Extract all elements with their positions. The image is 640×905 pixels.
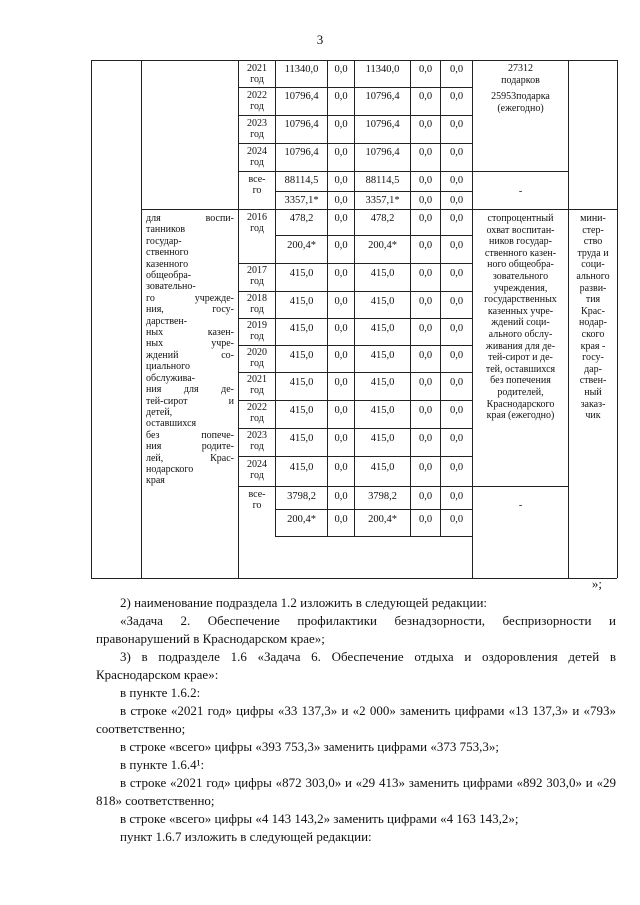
value-cell: 0,0 <box>449 213 464 224</box>
value-cell: 0,0 <box>334 405 348 416</box>
value-cell: 3357,1* <box>284 195 319 206</box>
paragraph: в строке «2021 год» цифры «33 137,3» и «2 000» заменить цифрами «13 137,3» и «793» соответственно; <box>96 703 616 736</box>
value-cell: 0,0 <box>334 240 348 251</box>
value-cell: 0,0 <box>449 268 464 279</box>
value-cell: 0,0 <box>449 91 464 102</box>
year-cell: 2024 год <box>247 459 267 481</box>
value-cell: 415,0 <box>370 377 395 388</box>
paragraph: пункт 1.6.7 изложить в следующей редакции: <box>120 829 372 844</box>
paragraph: 2) наименование подраздела 1.2 изложить в следующей редакции: <box>120 595 488 610</box>
year-cell: 2022 год <box>247 90 267 112</box>
value-cell: 0,0 <box>334 91 348 102</box>
note-2021: 27312 подарков <box>501 63 540 86</box>
value-cell: 0,0 <box>418 491 433 502</box>
value-cell: 0,0 <box>418 240 433 251</box>
year-cell: 2020 год <box>247 347 267 369</box>
value-cell: 0,0 <box>449 175 464 186</box>
paragraph: в пункте 1.6.4¹: <box>120 757 205 772</box>
value-cell: 415,0 <box>370 462 395 473</box>
value-cell: 0,0 <box>449 514 464 525</box>
value-cell: 0,0 <box>334 323 348 334</box>
value-cell: 0,0 <box>418 296 433 307</box>
paragraph: в пункте 1.6.2: <box>120 685 201 700</box>
value-cell: 200,4* <box>368 240 397 251</box>
value-cell: 3798,2 <box>287 491 316 502</box>
value-cell: 0,0 <box>418 91 433 102</box>
value-cell: 0,0 <box>334 175 348 186</box>
responsible-ministry: мини- стер- ство труда и соци- ального разви- тия Крас- нодар- ского края - госу- дар- ствен- ный заказ- чик <box>576 213 610 422</box>
value-cell: 0,0 <box>449 323 464 334</box>
value-cell: 0,0 <box>334 296 348 307</box>
paragraph: в строке «всего» цифры «393 753,3» заменить цифрами «373 753,3»; <box>120 739 499 754</box>
value-cell: 0,0 <box>334 147 348 158</box>
value-cell: 200,4* <box>368 514 397 525</box>
value-cell: 11340,0 <box>365 64 400 75</box>
value-cell: 0,0 <box>334 462 348 473</box>
value-cell: 415,0 <box>289 433 314 444</box>
value-cell: 0,0 <box>449 195 464 206</box>
value-cell: 0,0 <box>418 514 433 525</box>
value-cell: 10796,4 <box>284 147 319 158</box>
value-cell: 0,0 <box>334 268 348 279</box>
value-cell: 0,0 <box>418 377 433 388</box>
value-cell: 0,0 <box>334 64 348 75</box>
page-number: 3 <box>316 32 324 47</box>
value-cell: 3357,1* <box>365 195 400 206</box>
value-cell: 0,0 <box>449 240 464 251</box>
value-cell: 0,0 <box>418 405 433 416</box>
value-cell: 415,0 <box>289 350 314 361</box>
year-cell: 2024 год <box>247 146 267 168</box>
year-cell: 2021 год <box>247 63 267 85</box>
note-2022: 25953подарка (ежегодно) <box>491 91 550 114</box>
value-cell: 415,0 <box>370 405 395 416</box>
value-cell: 88114,5 <box>365 175 400 186</box>
value-cell: 10796,4 <box>365 91 400 102</box>
year-cell: 2021 год <box>247 374 267 396</box>
value-cell: 415,0 <box>289 268 314 279</box>
expected-result: стопроцентный охват воспитан- ников государ- ственного казен- ного общеобра- зовательного учреждения, государственных казенных учре- ждений соци- ального обслу- живания для де- тей-сирот и де- тей, оставшихся без попечения родителей, Краснодарского края (ежегодно) <box>484 213 557 422</box>
value-cell: 415,0 <box>289 296 314 307</box>
paragraph: 3) в подразделе 1.6 «Задача 6. Обеспечение отдыха и оздоровления детей в Краснодарском крае»: <box>96 649 616 682</box>
value-cell: 415,0 <box>289 462 314 473</box>
year-cell: все- го <box>248 489 266 511</box>
value-cell: 0,0 <box>418 175 433 186</box>
value-cell: 0,0 <box>449 296 464 307</box>
value-cell: 0,0 <box>449 433 464 444</box>
value-cell: 415,0 <box>289 405 314 416</box>
year-cell: 2017 год <box>247 265 267 287</box>
year-cell: 2018 год <box>247 293 267 315</box>
value-cell: 415,0 <box>289 323 314 334</box>
value-cell: 0,0 <box>449 64 464 75</box>
value-cell: 0,0 <box>418 323 433 334</box>
value-cell: 10796,4 <box>284 119 319 130</box>
value-cell: 0,0 <box>449 147 464 158</box>
value-cell: 10796,4 <box>365 119 400 130</box>
value-cell: 415,0 <box>289 377 314 388</box>
value-cell: 415,0 <box>370 433 395 444</box>
value-cell: 10796,4 <box>284 91 319 102</box>
year-cell: все- го <box>248 174 266 196</box>
value-cell: 0,0 <box>449 350 464 361</box>
value-cell: 200,4* <box>287 514 316 525</box>
value-cell: 0,0 <box>418 268 433 279</box>
year-cell: 2023 год <box>247 118 267 140</box>
amendment-text <box>96 594 616 846</box>
value-cell: 0,0 <box>334 514 348 525</box>
value-cell: 0,0 <box>418 213 433 224</box>
row-description: для воспи- танников государ- ственного казенного общеобра- зовательно- го учрежде- ния, госу- дарствен- ных казен- ных учре- ждений со- циального обслужива- ния для де- тей-сирот и детей, оставшихся без попече- ния родите- лей, Крас- нодарского края <box>146 213 234 487</box>
value-cell: 0,0 <box>334 213 348 224</box>
value-cell: 11340,0 <box>284 64 319 75</box>
value-cell: 0,0 <box>418 433 433 444</box>
value-cell: 415,0 <box>370 350 395 361</box>
value-cell: 3798,2 <box>368 491 397 502</box>
value-cell: 0,0 <box>449 491 464 502</box>
value-cell: 478,2 <box>370 213 395 224</box>
value-cell: 0,0 <box>418 147 433 158</box>
year-cell: 2022 год <box>247 402 267 424</box>
value-cell: 0,0 <box>334 433 348 444</box>
value-cell: 415,0 <box>370 296 395 307</box>
value-cell: 0,0 <box>334 377 348 388</box>
note-total: - <box>518 186 523 197</box>
year-cell: 2016 год <box>247 212 267 234</box>
value-cell: 0,0 <box>418 64 433 75</box>
value-cell: 0,0 <box>418 462 433 473</box>
value-cell: 0,0 <box>334 119 348 130</box>
value-cell: 478,2 <box>289 213 314 224</box>
year-cell: 2019 год <box>247 320 267 342</box>
value-cell: 88114,5 <box>284 175 319 186</box>
value-cell: 0,0 <box>334 350 348 361</box>
value-cell: 0,0 <box>449 377 464 388</box>
result-total: - <box>518 500 523 511</box>
value-cell: 0,0 <box>334 195 348 206</box>
closing-quote: »; <box>591 576 602 591</box>
paragraph: в строке «всего» цифры «4 143 143,2» заменить цифрами «4 163 143,2»; <box>120 811 519 826</box>
value-cell: 10796,4 <box>365 147 400 158</box>
paragraph: в строке «2021 год» цифры «872 303,0» и «29 413» заменить цифрами «892 303,0» и «29 818» соответственно; <box>96 775 616 808</box>
value-cell: 0,0 <box>334 491 348 502</box>
paragraph: «Задача 2. Обеспечение профилактики безнадзорности, беспризорности и правонарушений в Краснодарском крае»; <box>96 613 616 646</box>
value-cell: 415,0 <box>370 323 395 334</box>
value-cell: 0,0 <box>418 195 433 206</box>
value-cell: 0,0 <box>418 119 433 130</box>
year-cell: 2023 год <box>247 430 267 452</box>
value-cell: 0,0 <box>418 350 433 361</box>
value-cell: 415,0 <box>370 268 395 279</box>
value-cell: 200,4* <box>287 240 316 251</box>
value-cell: 0,0 <box>449 405 464 416</box>
value-cell: 0,0 <box>449 462 464 473</box>
value-cell: 0,0 <box>449 119 464 130</box>
